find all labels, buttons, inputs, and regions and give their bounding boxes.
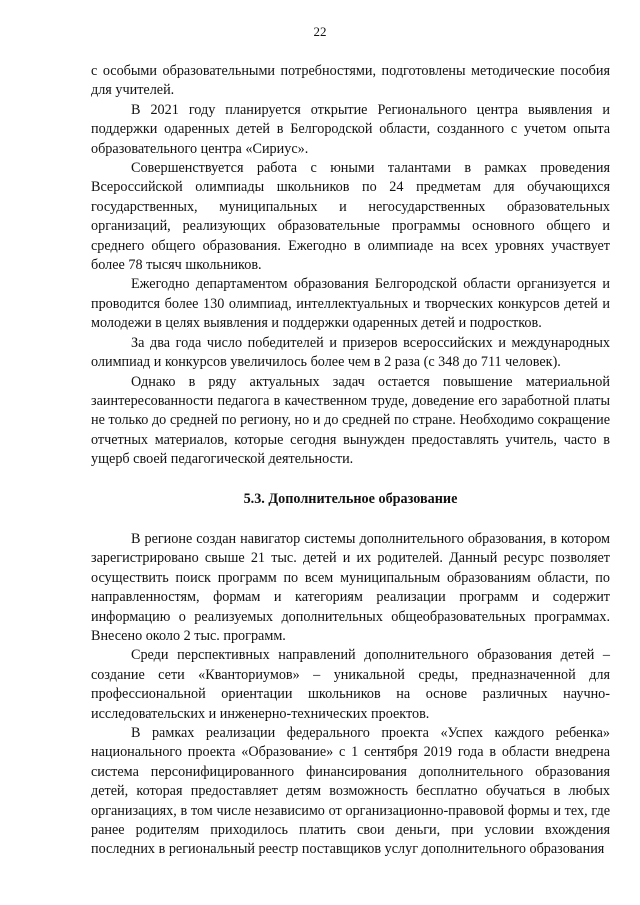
paragraph-winners: За два года число победителей и призеров всероссийских и международных олимпиад и конкурсов увеличилось более чем в 2 раза (с 348 до 711 человек). (91, 334, 610, 371)
section-heading: 5.3. Дополнительное образование (243, 490, 458, 507)
paragraph-personified-funding: В рамках реализации федерального проекта «Успех каждого ребенка» национального проекта «Образование» с 1 сентября 2019 года в области внедрена система персонифицированного финансирования дополнительного образования детей, которая предоставляет детям возможность бесплатно обучаться в любых организациях, в том числе независимо от организационно-правовой формы и тех, где ранее родителям приходилось платить свои деньги, при условии вхождения последних в региональный реестр поставщиков услуг дополнительного образования (91, 725, 610, 858)
paragraph-kvantorium: Среди перспективных направлений дополнительного образования детей – создание сети «Кванториумов» – уникальной среды, предназначенной для профессиональной ориентации школьников на основе различных научно-исследовательских и инженерно-технических проектов. (91, 647, 610, 722)
paragraph-continued: с особыми образовательными потребностями, подготовлены методические пособия для учителей. (91, 63, 610, 99)
paragraph-sirius-center: В 2021 году планируется открытие Регионального центра выявления и поддержки одаренных детей в Белгородской области, созданного с учетом опыта образовательного центра «Сириус». (91, 101, 610, 157)
page-number: 22 (313, 24, 327, 39)
paragraph-navigator: В регионе создан навигатор системы дополнительного образования, в котором зарегистрировано свыше 21 тыс. детей и их родителей. Данный ресурс позволяет осуществить поиск программ по всем муниципальным образованиям области, по направленностям, формам и категориям реализации программ и содержит информацию о реализуемых дополнительных общеобразовательных программах. Внесено около 2 тыс. программ. (91, 530, 610, 644)
paragraph-teacher-motivation: Однако в ряду актуальных задач остается повышение материальной заинтересованности педагога в качественном труде, доведение его заработной платы не только до средней по региону, но и до средней по стране. Необходимо сокращение отчетных материалов, которые сегодня вынужден предоставлять учитель, часто в ущерб своей педагогической деятельности. (91, 373, 610, 468)
page-body (91, 62, 610, 860)
paragraph-department-contests: Ежегодно департаментом образования Белгородской области организуется и проводится более 130 олимпиад, интеллектуальных и творческих конкурсов детей и молодежи в целях выявления и поддержки одаренных детей и подростков. (91, 276, 610, 332)
paragraph-olympiad: Совершенствуется работа с юными талантами в рамках проведения Всероссийской олимпиады школьников по 24 предметам для обучающихся государственных, муниципальных и негосударственных образовательных организаций, реализующих образовательные программы основного общего и среднего общего образования. Ежегодно в олимпиаде на всех уровнях участвует более 78 тысяч школьников. (91, 160, 610, 274)
